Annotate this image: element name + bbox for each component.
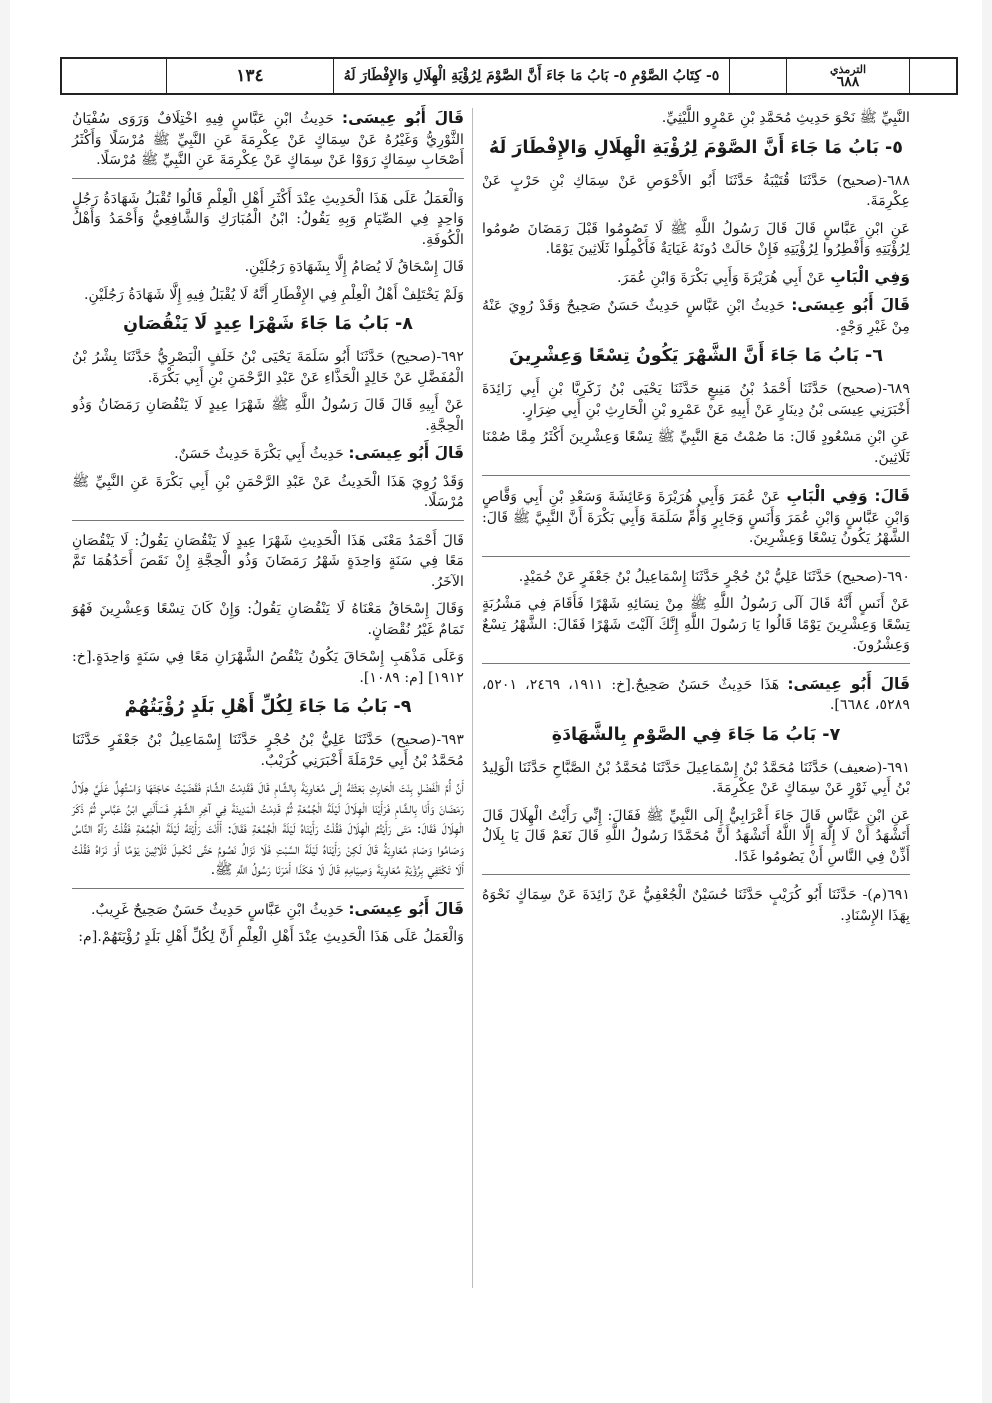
paragraph-lead: قَالَ أَبُو عِيسَى:: [791, 296, 910, 314]
separator-line: [72, 178, 464, 179]
text-paragraph: [72, 285, 464, 306]
chapter-heading: ٧- بَابُ مَا جَاءَ فِي الصَّوْمِ بِالشَّهَادَةِ: [551, 724, 841, 745]
separator-line: [72, 888, 464, 889]
paragraph-text: حَدِيثُ أَبِي بَكْرَةَ حَدِيثٌ حَسَنٌ.: [174, 446, 349, 462]
paragraph-text: ٦٩٢-(صحيح) حَدَّثَنَا أَبُو سَلَمَةَ يَحْيَى بْنُ خَلَفٍ الْبَصْرِيُّ حَدَّثَنَا بِشْرُ بْنُ الْمُفَضَّلِ عَنْ خَالِدٍ الْحَذَّاءِ عَنْ عَبْدِ الرَّحْمَنِ بْنِ أَبِي بَكْرَةَ.: [72, 349, 464, 386]
text-paragraph: [482, 108, 910, 129]
chapter-heading: ٦- بَابُ مَا جَاءَ أَنَّ الشَّهْرَ يَكُونُ تِسْعًا وَعِشْرِينَ: [508, 346, 884, 366]
paragraph-text: أَنَّ أُمَّ الْفَضْلِ بِنْتَ الْحَارِثِ بَعَثَتْهُ إِلَى مُعَاوِيَةَ بِالشَّامِ قَالَ فَقَدِمْتُ الشَّامَ فَقَضَيْتُ حَاجَتَهَا وَاسْتُهِلَّ عَلَيَّ هِلَالُ رَمَضَانَ وَأَنَا بِالشَّامِ فَرَأَيْنَا الْهِلَالَ لَيْلَةَ الْجُمُعَةِ ثُمَّ قَدِمْتُ الْمَدِينَةَ فِي آخِرِ الشَّهْرِ فَسَأَلَنِي ابْنُ عَبَّاسٍ ثُمَّ ذَكَرَ الْهِلَالَ فَقَالَ: مَتَى رَأَيْتُمُ الْهِلَالَ فَقُلْتُ رَأَيْنَاهُ لَيْلَةَ الْجُمُعَةِ فَقَالَ: أَأَنْتَ رَأَيْتَهُ لَيْلَةَ الْجُمُعَةِ فَقُلْتُ رَآهُ النَّاسُ وَصَامُوا وَصَامَ مُعَاوِيَةُ قَالَ لَكِنْ رَأَيْنَاهُ لَيْلَةَ السَّبْتِ فَلَا نَزَالُ نَصُومُ حَتَّى نُكْمِلَ ثَلَاثِينَ يَوْمًا أَوْ نَرَاهُ فَقُلْتُ أَلَا تَكْتَفِي بِرُؤْيَةِ مُعَاوِيَةَ وَصِيَامِهِ قَالَ لَا هَكَذَا أَمَرَنَا رَسُولُ اللَّهِ ﷺ.: [72, 780, 464, 878]
text-paragraph: [72, 189, 464, 251]
text-paragraph: [482, 806, 910, 868]
header-blank-right: [909, 59, 956, 93]
paragraph-lead: وَفِي الْبَابِ: [830, 267, 910, 286]
text-paragraph: [72, 927, 464, 948]
chapter-heading: ٩- بَابُ مَا جَاءَ لِكُلِّ أَهْلِ بَلَدٍ رُؤْيَتُهُمْ: [124, 697, 412, 717]
scan-edge-left: [0, 0, 10, 1403]
paragraph-text: قَالَ أَحْمَدُ مَعْنَى هَذَا الْحَدِيثِ شَهْرَا عِيدٍ لَا يَنْقُصَانِ يَقُولُ: لَا يَنْقُصَانِ مَعًا فِي سَنَةٍ وَاحِدَةٍ شَهْرُ رَمَضَانَ وَذُو الْحِجَّةِ إِنْ نَقَصَ أَحَدُهُمَا تَمَّ الآخَرُ.: [72, 532, 464, 590]
text-paragraph: [72, 443, 464, 465]
text-paragraph: [72, 778, 464, 881]
paragraph-text: ٦٩١-(ضعيف) حَدَّثَنَا مُحَمَّدُ بْنُ إِسْمَاعِيلَ حَدَّثَنَا مُحَمَّدُ بْنُ الصَّبَّاحِ حَدَّثَنَا الْوَلِيدُ بْنُ أَبِي ثَوْرٍ عَنْ سِمَاكٍ عَنْ عِكْرِمَةَ.: [482, 759, 910, 796]
paragraph-text: حَدِيثُ ابْنِ عَبَّاسٍ حَدِيثٌ حَسَنٌ صَحِيحٌ غَرِيبٌ.: [91, 901, 349, 918]
text-paragraph: [72, 108, 464, 171]
text-paragraph: [72, 395, 464, 436]
paragraph-text: عَنِ ابْنِ مَسْعُودٍ قَالَ: مَا صُمْتُ مَعَ النَّبِيِّ ﷺ تِسْعًا وَعِشْرِينَ أَكْثَرُ مِمَّا صُمْنَا ثَلَاثِينَ.: [482, 429, 910, 466]
scan-edge-right: [982, 0, 992, 1403]
text-paragraph: [72, 472, 464, 513]
paragraph-text: عَنِ ابْنِ عَبَّاسٍ قَالَ قَالَ رَسُولُ اللَّهِ ﷺ لَا تَصُومُوا قَبْلَ رَمَضَانَ صُومُوا لِرُؤْيَتِهِ وَأَفْطِرُوا لِرُؤْيَتِهِ فَإِنْ حَالَتْ دُونَهُ غَيَايَةٌ فَأَكْمِلُوا ثَلَاثِينَ يَوْمًا.: [482, 220, 910, 257]
text-paragraph: [482, 758, 910, 799]
paragraph-text: عَنْ عُمَرَ وَأَبِي هُرَيْرَةَ وَعَائِشَةَ وَسَعْدِ بْنِ أَبِي وَقَّاصٍ وَابْنِ عَبَّاسٍ وَابْنِ عُمَرَ وَأَنَسٍ وَجَابِرٍ وَأُمِّ سَلَمَةَ وَأَبِي بَكْرَةَ أَنَّ النَّبِيَّ ﷺ قَالَ: الشَّهْرُ يَكُونُ تِسْعًا وَعِشْرِينَ.: [482, 489, 910, 546]
text-paragraph: [72, 647, 464, 688]
paragraph-text: حَدِيثُ ابْنِ عَبَّاسٍ فِيهِ اخْتِلَافٌ وَرَوَى سُفْيَانُ الثَّوْرِيُّ وَغَيْرُهُ عَنْ سِمَاكٍ عَنْ عِكْرِمَةَ عَنِ النَّبِيِّ ﷺ مُرْسَلًا وَأَكْثَرُ أَصْحَابِ سِمَاكٍ رَوَوْا عَنْ سِمَاكٍ عَنْ عِكْرِمَةَ عَنِ النَّبِيِّ ﷺ مُرْسَلًا.: [72, 111, 464, 168]
paragraph-text: وَقَالَ إِسْحَاقُ مَعْنَاهُ لَا يَنْقُصَانِ يَقُولُ: وَإِنْ كَانَ تِسْعًا وَعِشْرِينَ فَهُوَ تَمَامٌ غَيْرُ نُقْصَانٍ.: [72, 601, 464, 638]
text-paragraph: [72, 730, 464, 771]
paragraph-text: قَالَ إِسْحَاقُ لَا يُصَامُ إِلَّا بِشَهَادَةِ رَجُلَيْنِ.: [244, 259, 464, 275]
header-chapter-title: ٥- كِتَابُ الصَّوْمِ ٥- بَابُ مَا جَاءَ أَنَّ الصَّوْمَ لِرُؤْيَةِ الْهِلَالِ وَالإِفْطَارَ لَهُ: [333, 59, 729, 93]
left-column: [72, 108, 464, 1383]
paragraph-lead: قَالَ أَبُو عِيسَى:: [348, 444, 464, 462]
text-paragraph: [482, 379, 910, 420]
text-paragraph: [482, 486, 910, 549]
header-book-label: الترمذي: [829, 63, 867, 76]
text-paragraph: [482, 219, 910, 260]
paragraph-text: ٦٨٩-(صحيح) حَدَّثَنَا أَحْمَدُ بْنُ مَنِيعٍ حَدَّثَنَا يَحْيَى بْنُ زَكَرِيَّا بْنِ أَبِي زَائِدَةَ أَخْبَرَنِي عِيسَى بْنُ دِينَارٍ عَنْ أَبِيهِ عَنْ عَمْرِو بْنِ الْحَارِثِ بْنِ أَبِي ضِرَارٍ.: [482, 381, 910, 418]
paragraph-text: وَلَمْ يَخْتَلِفْ أَهْلُ الْعِلْمِ فِي الإِفْطَارِ أَنَّهُ لَا يُقْبَلُ فِيهِ إِلَّا شَهَادَةُ رَجُلَيْنِ.: [83, 286, 464, 303]
header-blank-left: [62, 59, 166, 93]
paragraph-text: وَالْعَمَلُ عَلَى هَذَا الْحَدِيثِ عِنْدَ أَهْلِ الْعِلْمِ أَنَّ لِكُلِّ أَهْلِ بَلَدٍ رُؤْيَتَهُمْ.[م:: [78, 929, 464, 945]
paragraph-text: هَذَا حَدِيثٌ حَسَنٌ صَحِيحٌ.[خ: ١٩١١، ٢٤٦٩، ٥٢٠١، ٥٢٨٩، ٦٦٨٤].: [482, 676, 910, 713]
text-paragraph: [72, 347, 464, 388]
paragraph-text: وَالْعَمَلُ عَلَى هَذَا الْحَدِيثِ عِنْدَ أَكْثَرِ أَهْلِ الْعِلْمِ قَالُوا تُقْبَلُ شَهَادَةُ رَجُلٍ وَاحِدٍ فِي الصِّيَامِ وَبِهِ يَقُولُ: ابْنُ الْمُبَارَكِ وَالشَّافِعِيُّ وَأَحْمَدُ وَأَهْلُ الْكُوفَةِ.: [72, 190, 464, 248]
chapter-heading: ٨- بَابُ مَا جَاءَ شَهْرَا عِيدٍ لَا يَنْقُصَانِ: [123, 314, 413, 334]
separator-line: [482, 556, 910, 557]
paragraph-text: عَنْ أَبِيهِ قَالَ قَالَ رَسُولُ اللَّهِ ﷺ شَهْرَا عِيدٍ لَا يَنْقُصَانِ رَمَضَانُ وَذُو الْحِجَّةِ.: [72, 397, 464, 434]
paragraph-text: ٦٩٠-(صحيح) حَدَّثَنَا عَلِيُّ بْنُ حُجْرٍ حَدَّثَنَا إِسْمَاعِيلُ بْنُ جَعْفَرٍ عَنْ حُمَيْدٍ.: [518, 568, 910, 585]
text-paragraph: [482, 674, 910, 716]
column-divider: [472, 108, 473, 1288]
separator-line: [482, 475, 910, 476]
text-paragraph: [482, 567, 910, 588]
paragraph-text: عَنِ ابْنِ عَبَّاسٍ قَالَ جَاءَ أَعْرَابِيٌّ إِلَى النَّبِيِّ ﷺ فَقَالَ: إِنِّي رَأَيْتُ الْهِلَالَ قَالَ أَتَشْهَدُ أَنْ لَا إِلَهَ إِلَّا اللَّهُ أَتَشْهَدُ أَنَّ مُحَمَّدًا رَسُولُ اللَّهِ قَالَ نَعَمْ قَالَ يَا بِلَالُ أَذِّنْ فِي النَّاسِ أَنْ يَصُومُوا غَدًا.: [482, 807, 910, 865]
paragraph-lead: قَالَ أَبُو عِيسَى:: [341, 109, 464, 127]
separator-line: [482, 663, 910, 664]
right-column: [482, 108, 910, 1383]
text-paragraph: [482, 594, 910, 656]
header-hadith-number: ٦٨٨: [836, 74, 860, 90]
text-paragraph: [72, 257, 464, 278]
text-paragraph: [482, 267, 910, 289]
paragraph-text: ٦٩٣-(صحيح) حَدَّثَنَا عَلِيُّ بْنُ حُجْرٍ حَدَّثَنَا إِسْمَاعِيلُ بْنُ جَعْفَرٍ حَدَّثَنَا مُحَمَّدُ بْنُ أَبِي حَرْمَلَةَ أَخْبَرَنِي كُرَيْبٌ.: [72, 732, 464, 769]
running-header: [60, 57, 958, 95]
text-paragraph: [72, 899, 464, 921]
text-paragraph: [72, 599, 464, 640]
paragraph-text: حَدِيثُ ابْنِ عَبَّاسٍ حَدِيثٌ حَسَنٌ صَحِيحٌ وَقَدْ رُوِيَ عَنْهُ مِنْ غَيْرِ وَجْهٍ.: [482, 298, 910, 335]
text-paragraph: [482, 295, 910, 337]
paragraph-lead: قَالَ: وَفِي الْبَابِ: [786, 487, 911, 505]
paragraph-text: النَّبِيِّ ﷺ نَحْوَ حَدِيثِ مُحَمَّدِ بْنِ عَمْرٍو اللَّيْثِيِّ.: [661, 110, 910, 126]
separator-line: [482, 874, 910, 875]
header-page-number: ١٣٤: [166, 59, 333, 93]
paragraph-text: عَنْ أَنَسٍ أَنَّهُ قَالَ آلَى رَسُولُ اللَّهِ ﷺ مِنْ نِسَائِهِ شَهْرًا فَأَقَامَ فِي مَشْرُبَةٍ تِسْعًا وَعِشْرِينَ يَوْمًا قَالُوا يَا رَسُولَ اللَّهِ إِنَّكَ آلَيْتَ شَهْرًا فَقَالَ: الشَّهْرُ تِسْعٌ وَعِشْرُونَ.: [482, 596, 910, 653]
paragraph-text: وَعَلَى مَذْهَبِ إِسْحَاقَ يَكُونُ يَنْقُصُ الشَّهْرَانِ مَعًا فِي سَنَةٍ وَاحِدَةٍ.[خ: ١٩١٢] [م: ١٠٨٩].: [72, 649, 464, 686]
chapter-heading: ٥- بَابُ مَا جَاءَ أَنَّ الصَّوْمَ لِرُؤْيَةِ الْهِلَالِ وَالإِفْطَارَ لَهُ: [489, 137, 903, 158]
separator-line: [72, 520, 464, 521]
text-paragraph: [482, 171, 910, 212]
paragraph-text: وَقَدْ رُوِيَ هَذَا الْحَدِيثُ عَنْ عَبْدِ الرَّحْمَنِ بْنِ أَبِي بَكْرَةَ عَنِ النَّبِيِّ ﷺ مُرْسَلًا.: [72, 473, 464, 510]
text-paragraph: [72, 531, 464, 593]
header-book-cell: [786, 59, 909, 93]
paragraph-lead: قَالَ أَبُو عِيسَى:: [787, 674, 910, 693]
text-paragraph: [482, 427, 910, 468]
paragraph-text: ٦٩١(م)- حَدَّثَنَا أَبُو كُرَيْبٍ حَدَّثَنَا حُسَيْنٌ الْجُعْفِيُّ عَنْ زَائِدَةَ عَنْ سِمَاكٍ نَحْوَهُ بِهَذَا الإِسْنَادِ.: [482, 887, 910, 924]
paragraph-text: عَنْ أَبِي هُرَيْرَةَ وَأَبِي بَكْرَةَ وَابْنِ عُمَرَ.: [617, 269, 831, 286]
text-paragraph: [482, 885, 910, 926]
paragraph-text: ٦٨٨-(صحيح) حَدَّثَنَا قُتَيْبَةُ حَدَّثَنَا أَبُو الأَحْوَصِ عَنْ سِمَاكِ بْنِ حَرْبٍ عَنْ عِكْرِمَةَ.: [482, 172, 910, 209]
header-blank-mid: [729, 59, 786, 93]
paragraph-lead: قَالَ أَبُو عِيسَى:: [348, 899, 464, 918]
